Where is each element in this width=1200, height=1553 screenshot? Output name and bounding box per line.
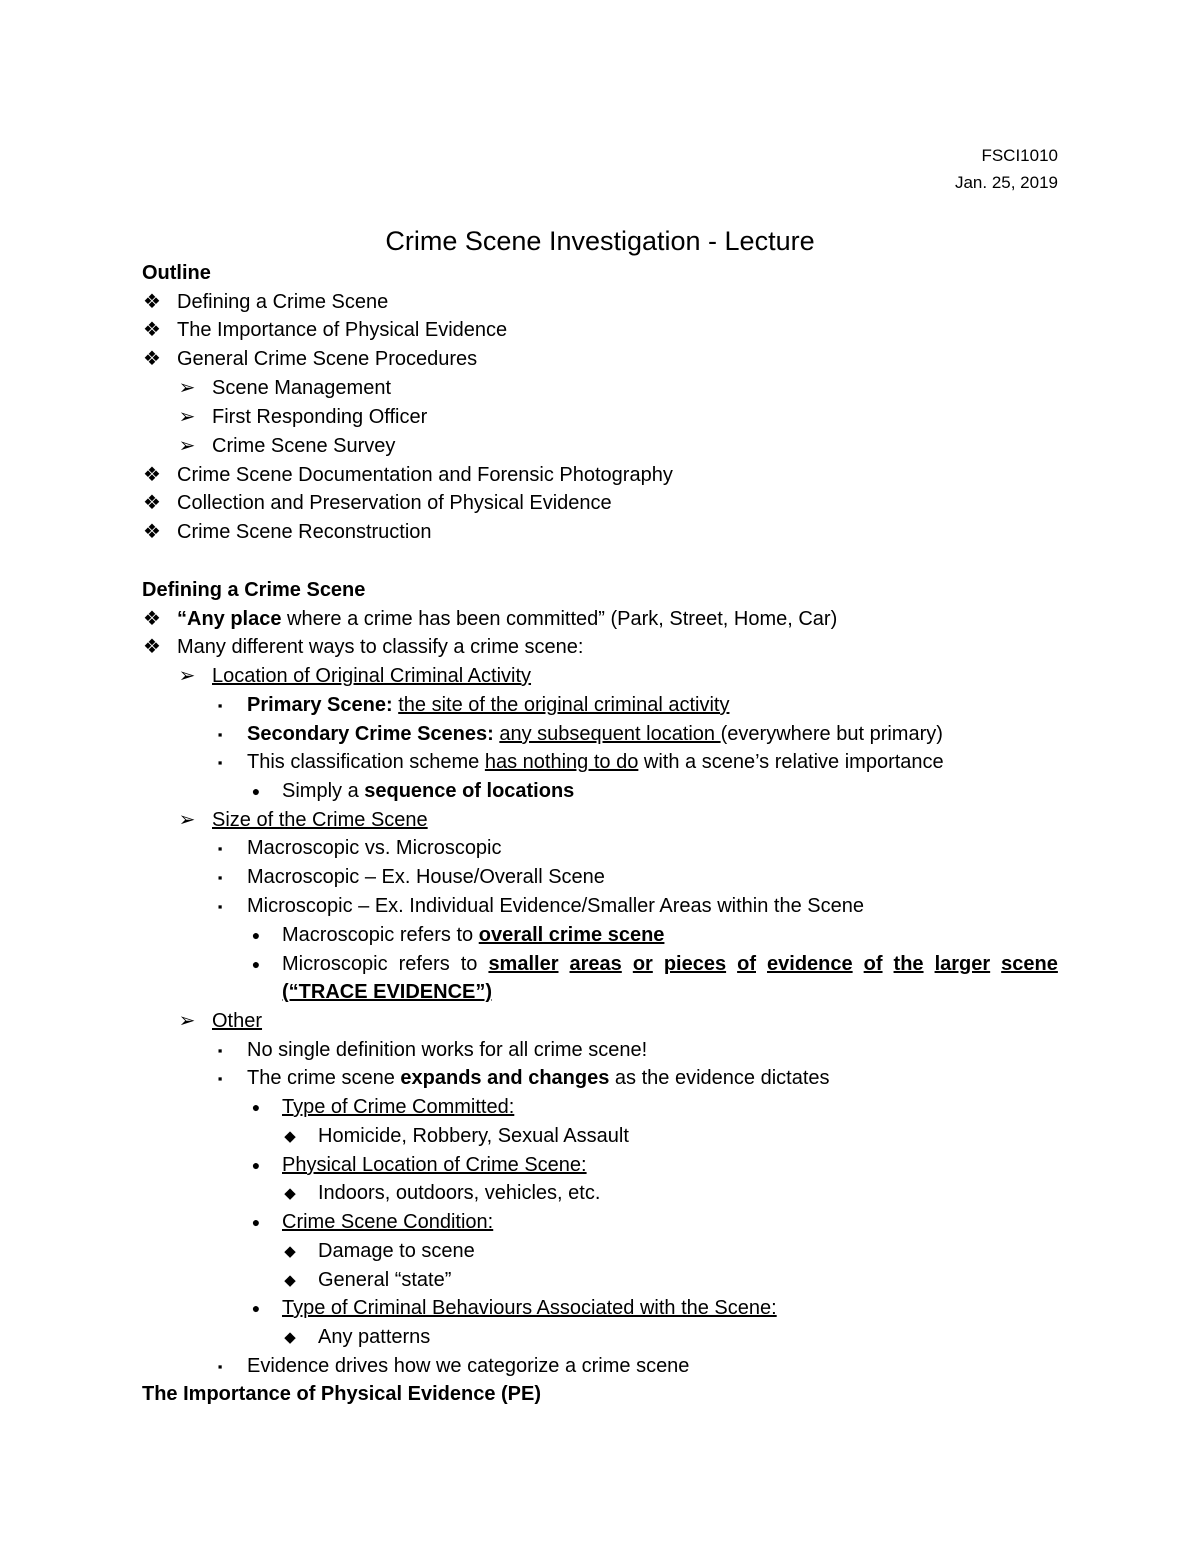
outline-subitem xyxy=(0,403,1200,432)
bullet-line xyxy=(0,1266,1200,1295)
bullet-line xyxy=(0,1352,1200,1381)
outline-subitem xyxy=(0,374,1200,403)
bullet-line xyxy=(0,892,1200,921)
word: larger xyxy=(934,953,991,975)
outline-item xyxy=(0,288,1200,317)
expands-and-changes: expands and changes xyxy=(400,1067,610,1089)
outline-heading xyxy=(0,259,1200,288)
word: Microscopic xyxy=(282,953,388,975)
subsection-size xyxy=(0,806,1200,835)
bullet-line xyxy=(0,1294,1200,1323)
physical-location: Physical Location of Crime Scene: xyxy=(282,1154,587,1176)
bullet-line xyxy=(0,1064,1200,1093)
diamond-bullet-icon: ❖ xyxy=(143,291,161,313)
criminal-behaviours: Type of Criminal Behaviours Associated with the Scene: xyxy=(282,1297,777,1319)
diamond-small-bullet-icon: ◆ xyxy=(284,1243,296,1260)
has-nothing-to-do: has nothing to do xyxy=(484,751,639,773)
bullet-line xyxy=(0,1208,1200,1237)
any-place-rest: where a crime has been committed” (Park, Street, Home, Car) xyxy=(281,608,838,630)
diamond-bullet-icon: ❖ xyxy=(143,492,161,514)
square-bullet-icon: ▪ xyxy=(217,870,223,885)
section-heading-physical-evidence xyxy=(0,1380,1200,1409)
condition-item: Damage to scene xyxy=(318,1240,475,1262)
course-code: FSCI1010 xyxy=(981,146,1058,165)
outline-subitem xyxy=(0,432,1200,461)
outline-item-text: The Importance of Physical Evidence xyxy=(177,319,508,341)
outline-subitem-text: Scene Management xyxy=(212,377,392,399)
condition-item: General “state” xyxy=(318,1269,452,1291)
bullet-line xyxy=(0,1093,1200,1122)
bullet-line xyxy=(0,1036,1200,1065)
micro-justified-line xyxy=(282,950,1058,979)
primary-scene-label: Primary Scene xyxy=(247,694,386,716)
secondary-scene-definition: any subsequent location xyxy=(499,723,721,745)
square-bullet-icon: ▪ xyxy=(217,727,223,742)
text-run: Macroscopic refers to xyxy=(282,924,479,946)
any-place-text xyxy=(177,605,837,634)
primary-scene-definition: the site of the original criminal activity xyxy=(398,694,730,716)
crime-types: Homicide, Robbery, Sexual Assault xyxy=(318,1125,629,1147)
dot-bullet-icon: ● xyxy=(251,956,261,972)
bullet-line xyxy=(0,720,1200,749)
quote-mark: “ xyxy=(177,608,187,630)
dot-bullet-icon: ● xyxy=(251,1099,261,1115)
bullet-line xyxy=(0,605,1200,634)
secondary-scene-note: (everywhere but primary) xyxy=(720,723,943,745)
colon: : xyxy=(385,694,399,716)
size-item-text: Microscopic – Ex. Individual Evidence/Smaller Areas within the Scene xyxy=(247,895,864,917)
any-patterns: Any patterns xyxy=(318,1326,431,1348)
any-place-bold: Any place xyxy=(187,608,282,630)
diamond-small-bullet-icon: ◆ xyxy=(284,1329,296,1346)
word: evidence xyxy=(767,953,853,975)
overall-crime-scene: overall crime scene xyxy=(478,924,665,946)
arrow-bullet-icon: ➢ xyxy=(178,377,196,399)
diamond-bullet-icon: ❖ xyxy=(143,464,161,486)
secondary-scene-label: Secondary Crime Scenes xyxy=(247,723,488,745)
dot-bullet-icon: ● xyxy=(251,1157,261,1173)
document-date: Jan. 25, 2019 xyxy=(954,173,1058,192)
bullet-line xyxy=(0,1323,1200,1352)
outline-item-text: Defining a Crime Scene xyxy=(177,291,389,313)
word: of xyxy=(863,953,883,975)
outline-item-text: Collection and Preservation of Physical Evidence xyxy=(177,492,612,514)
outline-item xyxy=(0,518,1200,547)
word: the xyxy=(893,953,924,975)
square-bullet-icon: ▪ xyxy=(217,1359,223,1374)
arrow-bullet-icon: ➢ xyxy=(178,665,196,687)
document-title: Crime Scene Investigation - Lecture xyxy=(385,226,815,256)
dot-bullet-icon: ● xyxy=(251,1214,261,1230)
text-run: The crime scene xyxy=(247,1067,401,1089)
diamond-small-bullet-icon: ◆ xyxy=(284,1128,296,1145)
text-run: This classification scheme xyxy=(247,751,485,773)
bullet-line xyxy=(0,950,1200,979)
bullet-line xyxy=(0,1151,1200,1180)
evidence-drives: Evidence drives how we categorize a crime scene xyxy=(247,1355,690,1377)
diamond-bullet-icon: ❖ xyxy=(143,608,161,630)
outline-item xyxy=(0,345,1200,374)
trace-evidence: (“TRACE EVIDENCE”) xyxy=(282,981,493,1003)
section-heading-text: Defining a Crime Scene xyxy=(142,579,366,601)
outline-item xyxy=(0,489,1200,518)
square-bullet-icon: ▪ xyxy=(217,1043,223,1058)
other-heading-text: Other xyxy=(212,1010,263,1032)
arrow-bullet-icon: ➢ xyxy=(178,406,196,428)
arrow-bullet-icon: ➢ xyxy=(178,1010,196,1032)
bullet-line xyxy=(0,777,1200,806)
bullet-line xyxy=(0,1237,1200,1266)
continuation-line xyxy=(0,978,1200,1007)
outline-item xyxy=(0,316,1200,345)
bullet-line xyxy=(0,691,1200,720)
diamond-bullet-icon: ❖ xyxy=(143,348,161,370)
size-item-text: Macroscopic – Ex. House/Overall Scene xyxy=(247,866,605,888)
arrow-bullet-icon: ➢ xyxy=(178,435,196,457)
outline-subitem-text: First Responding Officer xyxy=(212,406,428,428)
size-item-text: Macroscopic vs. Microscopic xyxy=(247,837,502,859)
size-heading-text: Size of the Crime Scene xyxy=(212,809,428,831)
word: smaller xyxy=(488,953,559,975)
colon: : xyxy=(487,723,500,745)
text-run: as the evidence dictates xyxy=(609,1067,830,1089)
crime-scene-condition: Crime Scene Condition: xyxy=(282,1211,494,1233)
section-heading-defining xyxy=(0,576,1200,605)
text-run: Simply a xyxy=(282,780,365,802)
outline-item xyxy=(0,461,1200,490)
bullet-line xyxy=(0,921,1200,950)
dot-bullet-icon: ● xyxy=(251,927,261,943)
square-bullet-icon: ▪ xyxy=(217,755,223,770)
subsection-other xyxy=(0,1007,1200,1036)
diamond-small-bullet-icon: ◆ xyxy=(284,1185,296,1202)
word: scene xyxy=(1001,953,1058,975)
no-single-definition: No single definition works for all crime scene! xyxy=(247,1039,648,1061)
section-heading-text: The Importance of Physical Evidence (PE) xyxy=(142,1383,542,1405)
many-ways-text: Many different ways to classify a crime scene: xyxy=(177,636,584,658)
location-types: Indoors, outdoors, vehicles, etc. xyxy=(318,1182,601,1204)
location-heading-text: Location of Original Criminal Activity xyxy=(212,665,532,687)
word: areas xyxy=(569,953,622,975)
square-bullet-icon: ▪ xyxy=(217,899,223,914)
bullet-line xyxy=(0,1179,1200,1208)
outline-item-text: Crime Scene Documentation and Forensic Photography xyxy=(177,464,673,486)
diamond-small-bullet-icon: ◆ xyxy=(284,1272,296,1289)
bullet-line xyxy=(0,863,1200,892)
arrow-bullet-icon: ➢ xyxy=(178,809,196,831)
outline-item-text: General Crime Scene Procedures xyxy=(177,348,478,370)
diamond-bullet-icon: ❖ xyxy=(143,521,161,543)
dot-bullet-icon: ● xyxy=(251,1300,261,1316)
square-bullet-icon: ▪ xyxy=(217,698,223,713)
word: or xyxy=(632,953,653,975)
diamond-bullet-icon: ❖ xyxy=(143,319,161,341)
square-bullet-icon: ▪ xyxy=(217,841,223,856)
word: refers xyxy=(398,953,450,975)
subsection-location xyxy=(0,662,1200,691)
bullet-line xyxy=(0,834,1200,863)
text-run: with a scene’s relative importance xyxy=(638,751,944,773)
word: to xyxy=(460,953,478,975)
diamond-bullet-icon: ❖ xyxy=(143,636,161,658)
dot-bullet-icon: ● xyxy=(251,783,261,799)
sequence-of-locations: sequence of locations xyxy=(364,780,575,802)
bullet-line xyxy=(0,748,1200,777)
type-of-crime-committed: Type of Crime Committed: xyxy=(282,1096,515,1118)
outline-heading-text: Outline xyxy=(142,262,211,284)
outline-item-text: Crime Scene Reconstruction xyxy=(177,521,432,543)
word: pieces xyxy=(663,953,727,975)
bullet-line xyxy=(0,1122,1200,1151)
word: of xyxy=(737,953,756,975)
outline-subitem-text: Crime Scene Survey xyxy=(212,435,396,457)
square-bullet-icon: ▪ xyxy=(217,1071,223,1086)
bullet-line xyxy=(0,633,1200,662)
